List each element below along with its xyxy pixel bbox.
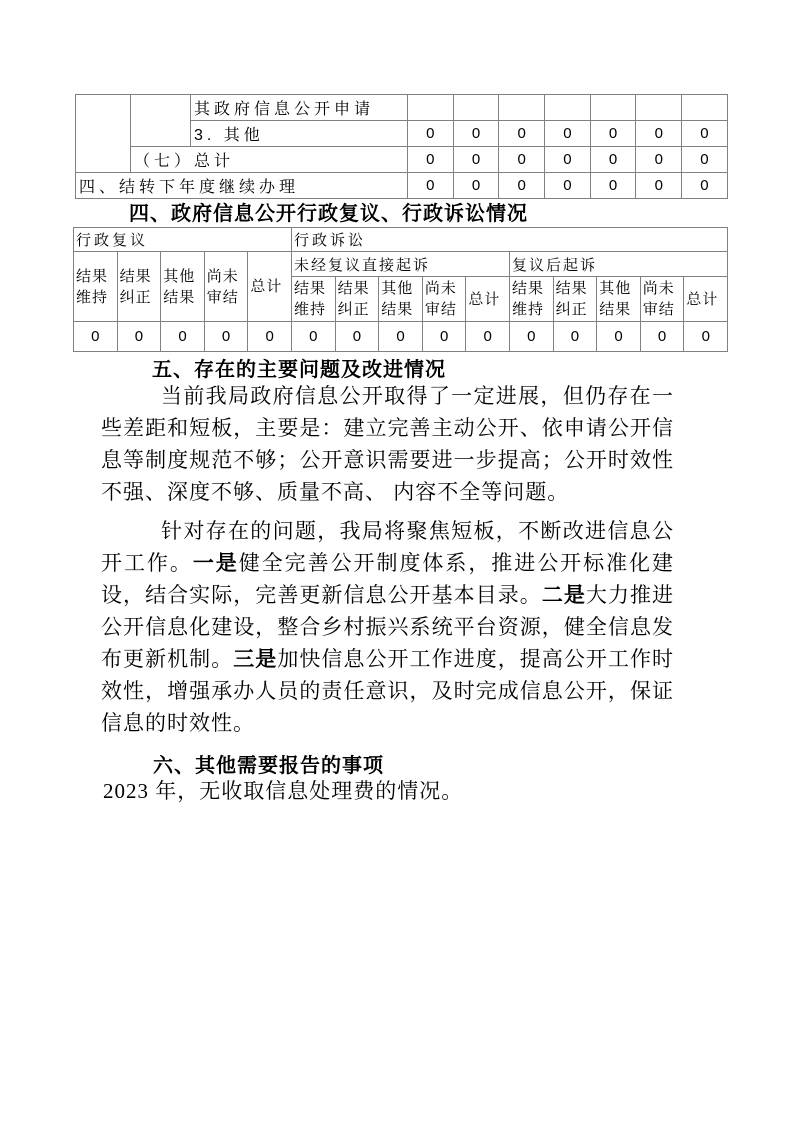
column-header: 结果纠正 bbox=[553, 277, 597, 322]
value-cell: 0 bbox=[466, 322, 510, 352]
column-header: 总计 bbox=[466, 277, 510, 322]
value-cell: 0 bbox=[684, 322, 728, 352]
value-cell: 0 bbox=[640, 322, 684, 352]
value-cell bbox=[682, 95, 728, 121]
row-label: 3. 其他 bbox=[191, 121, 408, 147]
value-cell: 0 bbox=[510, 322, 554, 352]
column-header: 其他结果 bbox=[161, 252, 205, 322]
value-cell: 0 bbox=[682, 121, 728, 147]
value-cell: 0 bbox=[408, 147, 454, 173]
section4-heading: 四、政府信息公开行政复议、行政诉讼情况 bbox=[129, 203, 528, 225]
column-header: 结果维持 bbox=[74, 252, 118, 322]
column-header: 结果纠正 bbox=[117, 252, 161, 322]
column-header: 总计 bbox=[248, 252, 292, 322]
section5-paragraph-1: 当前我局政府信息公开取得了一定进展，但仍存在一些差距和短板，主要是：建立完善主动公开、依申请公开信息等制度规范不够；公开意识需要进一步提高；公开时效性不强、深度不够、质量不高、 内容不全等问题。 bbox=[101, 384, 674, 504]
value-cell: 0 bbox=[499, 173, 545, 199]
table-row bbox=[76, 147, 728, 173]
value-cell: 0 bbox=[204, 322, 248, 352]
value-cell: 0 bbox=[545, 173, 591, 199]
column-header: 其他结果 bbox=[379, 277, 423, 322]
value-cell: 0 bbox=[590, 173, 636, 199]
value-cell: 0 bbox=[682, 147, 728, 173]
subgroup-header-direct: 未经复议直接起诉 bbox=[292, 252, 510, 277]
value-cell: 0 bbox=[453, 173, 499, 199]
review-litigation-table bbox=[73, 227, 728, 352]
section5-paragraph-2 bbox=[101, 515, 674, 739]
value-cell: 0 bbox=[422, 322, 466, 352]
para2-text-first: 健全完善公开制度体系，推进公开标准化建设，结合实际，完善更新信息公开基本目录。 bbox=[101, 551, 675, 607]
section6-heading: 六、其他需要报告的事项 bbox=[153, 755, 384, 777]
group-header-review: 行政复议 bbox=[74, 228, 292, 252]
value-cell: 0 bbox=[553, 322, 597, 352]
value-cell: 0 bbox=[408, 173, 454, 199]
value-cell: 0 bbox=[636, 121, 682, 147]
value-cell: 0 bbox=[292, 322, 336, 352]
value-cell bbox=[636, 95, 682, 121]
table-row bbox=[76, 95, 728, 121]
table-row bbox=[74, 252, 728, 277]
column-header: 尚未审结 bbox=[204, 252, 248, 322]
value-cell: 0 bbox=[499, 147, 545, 173]
value-cell: 0 bbox=[499, 121, 545, 147]
column-header: 尚未审结 bbox=[640, 277, 684, 322]
row-label: 四、结转下年度继续办理 bbox=[76, 173, 408, 199]
para2-intro: 针对存在的问题，我局将聚焦短板，不断改进信息公开工作。 bbox=[101, 519, 674, 575]
carryover-table bbox=[75, 94, 728, 199]
value-cell: 0 bbox=[248, 322, 292, 352]
column-header: 其他结果 bbox=[597, 277, 641, 322]
row-label: （七）总计 bbox=[131, 147, 408, 173]
row-label: 其政府信息公开申请 bbox=[191, 95, 408, 121]
value-cell: 0 bbox=[545, 147, 591, 173]
empty-cell bbox=[76, 95, 131, 173]
value-cell: 0 bbox=[590, 121, 636, 147]
column-header: 结果维持 bbox=[510, 277, 554, 322]
value-cell: 0 bbox=[597, 322, 641, 352]
value-cell: 0 bbox=[408, 121, 454, 147]
value-cell bbox=[453, 95, 499, 121]
group-header-litigation: 行政诉讼 bbox=[292, 228, 728, 252]
value-cell: 0 bbox=[590, 147, 636, 173]
value-cell bbox=[590, 95, 636, 121]
value-cell: 0 bbox=[636, 147, 682, 173]
value-cell: 0 bbox=[636, 173, 682, 199]
value-cell: 0 bbox=[545, 121, 591, 147]
value-cell: 0 bbox=[161, 322, 205, 352]
column-header: 结果维持 bbox=[292, 277, 336, 322]
value-cell: 0 bbox=[74, 322, 118, 352]
table-row bbox=[74, 322, 728, 352]
section6-text: 2023 年，无收取信息处理费的情况。 bbox=[103, 779, 464, 803]
subgroup-header-after: 复议后起诉 bbox=[510, 252, 728, 277]
para2-bold-second: 二是 bbox=[541, 583, 586, 607]
para2-bold-third: 三是 bbox=[233, 647, 278, 671]
table-row bbox=[74, 228, 728, 252]
column-header: 结果纠正 bbox=[335, 277, 379, 322]
value-cell bbox=[545, 95, 591, 121]
para2-bold-first: 一是 bbox=[192, 551, 239, 575]
value-cell bbox=[499, 95, 545, 121]
value-cell: 0 bbox=[379, 322, 423, 352]
table-row bbox=[76, 173, 728, 199]
value-cell: 0 bbox=[453, 121, 499, 147]
column-header: 总计 bbox=[684, 277, 728, 322]
para2-text-second: 大力推进公开信息化建设，整合乡村振兴系统平台资源，健全信息发布更新机制。 bbox=[101, 583, 675, 671]
empty-cell bbox=[131, 95, 191, 147]
value-cell: 0 bbox=[682, 173, 728, 199]
section5-heading: 五、存在的主要问题及改进情况 bbox=[152, 359, 446, 381]
para2-text-third: 加快信息公开工作进度，提高公开工作时效性，增强承办人员的责任意识，及时完成信息公开，保证信息的时效性。 bbox=[101, 647, 675, 735]
value-cell: 0 bbox=[453, 147, 499, 173]
value-cell: 0 bbox=[117, 322, 161, 352]
value-cell bbox=[408, 95, 454, 121]
column-header: 尚未审结 bbox=[422, 277, 466, 322]
value-cell: 0 bbox=[335, 322, 379, 352]
